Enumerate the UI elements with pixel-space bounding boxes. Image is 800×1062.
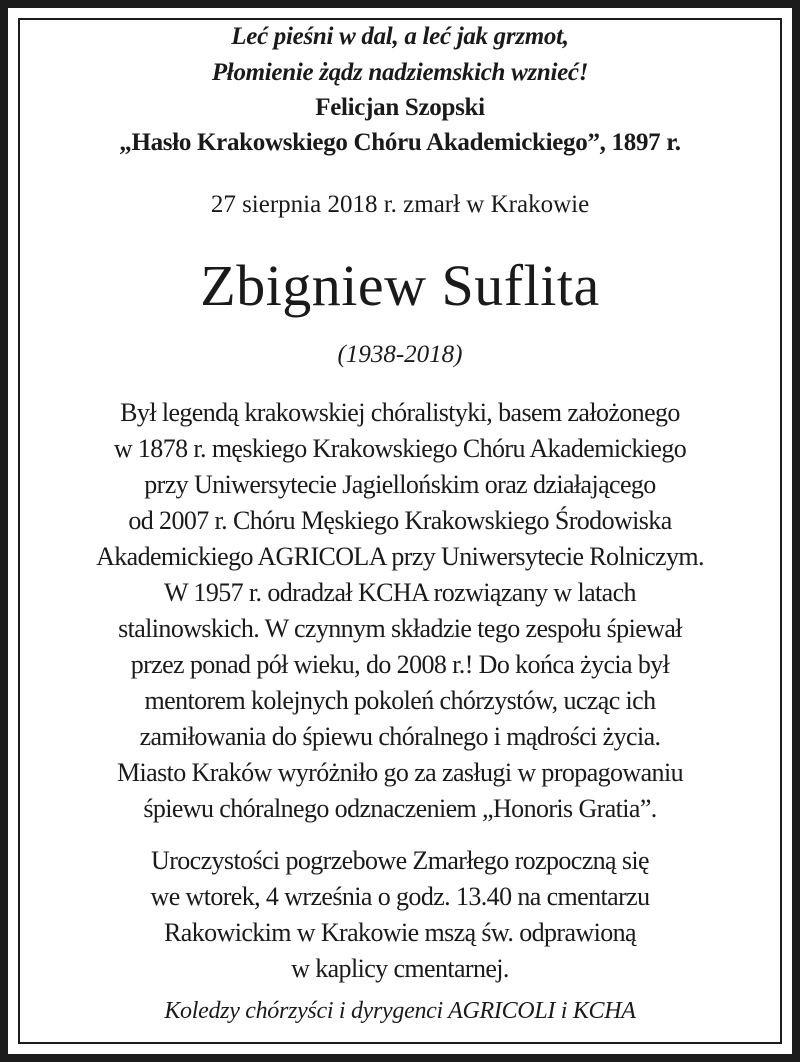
biography-line: śpiewu chóralnego odznaczeniem „Honoris Gratia”. — [143, 794, 657, 823]
deceased-name: Zbigniew Suflita — [200, 253, 600, 318]
biography-line: przez ponad pół wieku, do 2008 r.! Do końca życia był — [130, 650, 670, 679]
funeral-line: Rakowickim w Krakowie mszą św. odprawioną — [164, 918, 636, 947]
biography-line: w 1878 r. męskiego Krakowskiego Chóru Akademickiego — [113, 434, 687, 463]
funeral-line: w kaplicy cmentarnej. — [291, 954, 509, 983]
biography-line: przy Uniwersytecie Jagiellońskim oraz działającego — [144, 470, 656, 499]
biography-line: Był legendą krakowskiej chóralistyki, basem założonego — [120, 398, 680, 427]
funeral-line: Uroczystości pogrzebowe Zmarłego rozpoczną się — [151, 846, 649, 875]
biography-line: W 1957 r. odradzał KCHA rozwiązany w latach — [164, 578, 636, 607]
motto-line: Płomienie żądz nadziemskich wznieć! — [211, 59, 589, 86]
motto-source: „Hasło Krakowskiego Chóru Akademickiego”, 1897 r. — [119, 129, 681, 156]
signature: Koledzy chórzyści i dyrygenci AGRICOLI i KCHA — [164, 998, 636, 1024]
biography-line: Miasto Kraków wyróżniło go za zasługi w propagowaniu — [117, 758, 683, 787]
biography-line: stalinowskich. W czynnym składzie tego zespołu śpiewał — [118, 614, 682, 643]
funeral-line: we wtorek, 4 września o godz. 13.40 na cmentarzu — [150, 882, 650, 911]
biography-line: od 2007 r. Chóru Męskiego Krakowskiego Środowiska — [128, 506, 672, 535]
life-years: (1938-2018) — [337, 341, 463, 368]
death-date-line: 27 sierpnia 2018 r. zmarł w Krakowie — [210, 191, 590, 218]
motto-author: Felicjan Szopski — [315, 94, 485, 121]
biography-line: zamiłowania do śpiewu chóralnego i mądrości życia. — [139, 722, 661, 751]
biography-line: Akademickiego AGRICOLA przy Uniwersytecie Rolniczym. — [96, 542, 704, 571]
biography-line: mentorem kolejnych pokoleń chórzystów, ucząc ich — [144, 686, 656, 715]
motto-line: Leć pieśni w dal, a leć jak grzmot, — [231, 23, 569, 50]
